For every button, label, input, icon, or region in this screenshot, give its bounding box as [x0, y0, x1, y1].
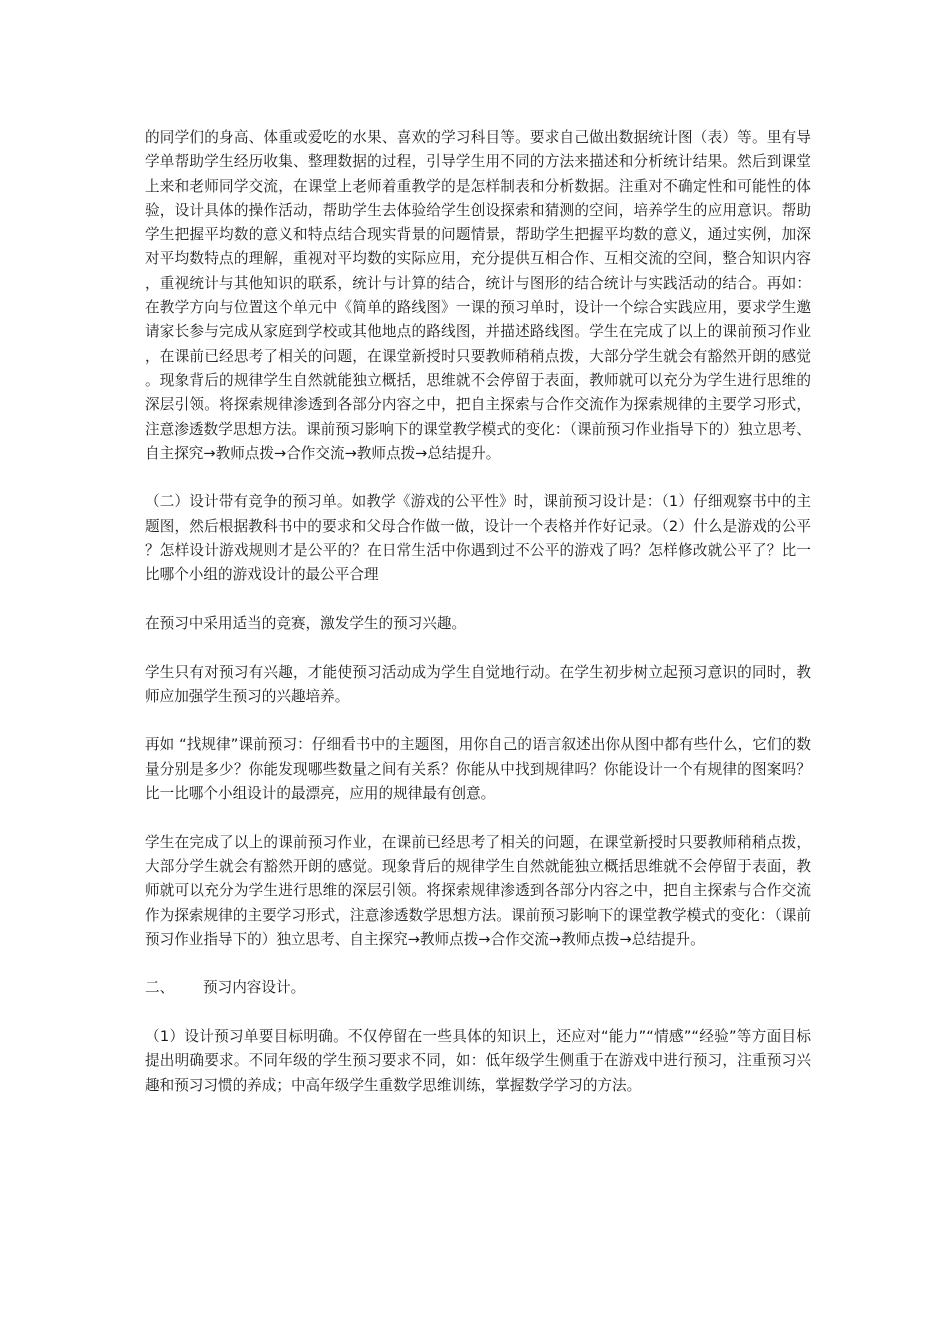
- paragraph-gap: [145, 636, 811, 660]
- document-body: [145, 126, 811, 1098]
- paragraph-gap: [145, 588, 811, 612]
- paragraph-gap: [145, 806, 811, 830]
- paragraph-gap: [145, 466, 811, 490]
- paragraph-gap: [145, 1001, 811, 1025]
- paragraph-find-pattern: 再如 “找规律”课前预习：仔细看书中的主题图，用你自己的语言叙述出你从图中都有些什么，它们的数量分别是多少？你能发现哪些数量之间有关系？你能从中找到规律吗？你能设计一个有规律的图案吗？比一比哪个小组设计的最漂亮，应用的规律最有创意。: [145, 736, 811, 803]
- paragraph-gap: [145, 952, 811, 976]
- paragraph-competition-interest: 在预习中采用适当的竞赛，激发学生的预习兴趣。: [145, 614, 467, 632]
- section-title: 预习内容设计。: [203, 979, 306, 997]
- paragraph-gap: [145, 709, 811, 733]
- paragraph-teaching-mode: 学生在完成了以上的课前预习作业，在课前已经思考了相关的问题，在课堂新授时只要教师稍稍点拨，大部分学生就会有豁然开朗的感觉。现象背后的规律学生自然就能独立概括思维就不会停留于表面，教师就可以充分为学生进行思维的深层引领。将探索规律渗透到各部分内容之中，把自主探索与合作交流作为探索规律的主要学习形式，注意渗透数学思想方法。课前预习影响下的课堂教学模式的变化：（课前预习作业指导下的）独立思考、自主探究→教师点拨→合作交流→教师点拨→总结提升。: [145, 833, 811, 948]
- section-number: 二、: [145, 979, 175, 997]
- paragraph-competition-worksheet: （二）设计带有竞争的预习单。如教学《游戏的公平性》时，课前预习设计是：（1）仔细观察书中的主题图，然后根据教科书中的要求和父母合作做一做，设计一个表格并作好记录。（2）什么是游戏的公平？怎样设计游戏规则才是公平的？在日常生活中你遇到过不公平的游戏了吗？怎样修改就公平了？比一比哪个小组的游戏设计的最公平合理: [145, 493, 811, 584]
- paragraph-statistics: 的同学们的身高、体重或爱吃的水果、喜欢的学习科目等。要求自己做出数据统计图（表）等。里有导学单帮助学生经历收集、整理数据的过程，引导学生用不同的方法来描述和分析统计结果。然后到课堂上来和老师同学交流，在课堂上老师着重教学的是怎样制表和分析数据。注重对不确定性和可能性的体验，设计具体的操作活动，帮助学生去体验给学生创设探索和猜测的空间，培养学生的应用意识。帮助学生把握平均数的意义和特点结合现实背景的问题情景，帮助学生把握平均数的意义，通过实例，加深对平均数特点的理解，重视对平均数的实际应用，充分提供互相合作、互相交流的空间，整合知识内容，重视统计与其他知识的联系，统计与计算的结合，统计与图形的结合统计与实践活动的结合。再如：在教学方向与位置这个单元中《简单的路线图》一课的预习单时，设计一个综合实践应用，要求学生邀请家长参与完成从家庭到学校或其他地点的路线图，并描述路线图。学生在完成了以上的课前预习作业，在课前已经思考了相关的问题，在课堂新授时只要教师稍稍点拨，大部分学生就会有豁然开朗的感觉。现象背后的规律学生自然就能独立概括，思维就不会停留于表面，教师就可以充分为学生进行思维的深层引领。将探索规律渗透到各部分内容之中，把自主探索与合作交流作为探索规律的主要学习形式，注意渗透数学思想方法。课前预习影响下的课堂教学模式的变化：（课前预习作业指导下的）独立思考、自主探究→教师点拨→合作交流→教师点拨→总结提升。: [145, 129, 811, 462]
- section-heading: [145, 976, 811, 1000]
- paragraph-clear-goals: （1）设计预习单要目标明确。不仅停留在一些具体的知识上，还应对“能力”“情感”“经验”等方面目标提出明确要求。不同年级的学生预习要求不同，如：低年级学生侧重于在游戏中进行预习，注重预习兴趣和预习习惯的养成；中高年级学生重数学思维训练，掌握数学学习的方法。: [145, 1027, 811, 1094]
- paragraph-interest-cultivation: 学生只有对预习有兴趣，才能使预习活动成为学生自觉地行动。在学生初步树立起预习意识的同时，教师应加强学生预习的兴趣培养。: [145, 663, 811, 705]
